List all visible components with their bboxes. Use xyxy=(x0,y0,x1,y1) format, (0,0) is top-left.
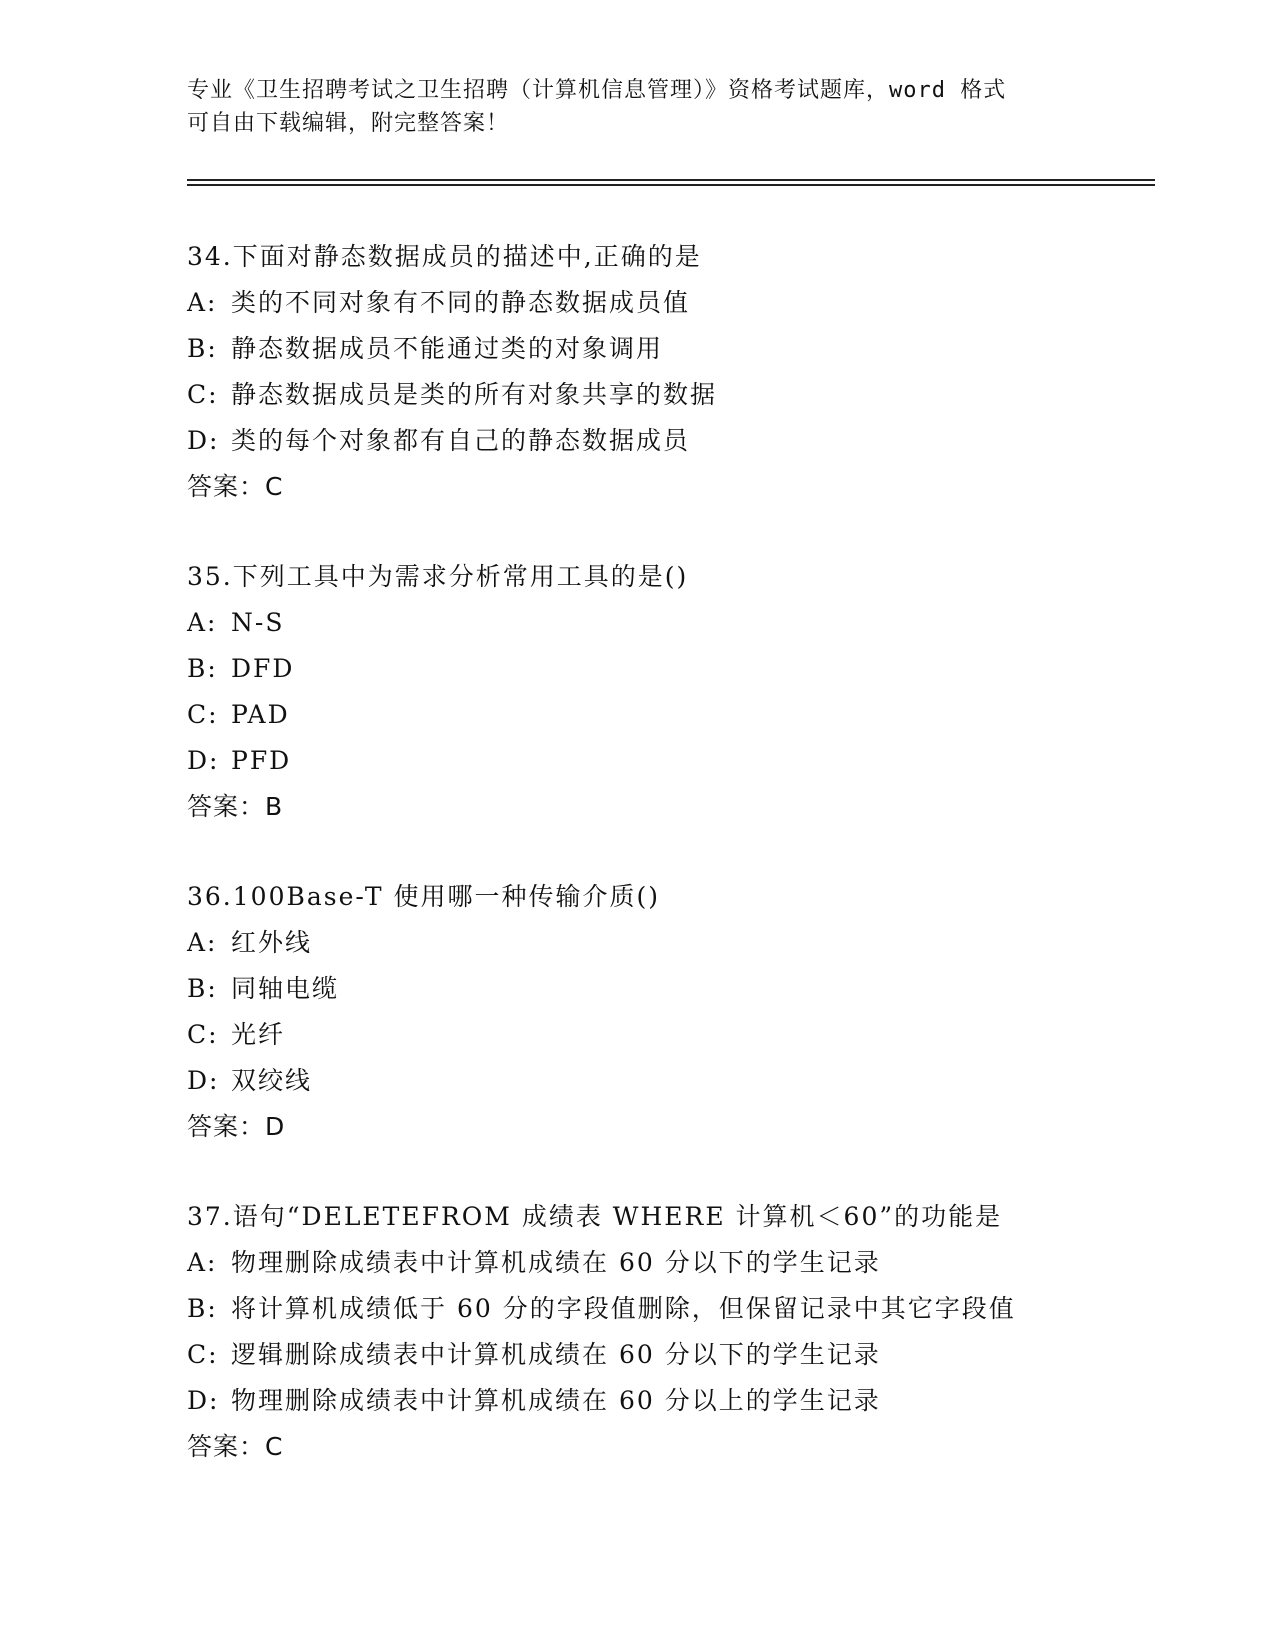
option-c xyxy=(187,372,1167,418)
header-divider-bottom xyxy=(187,184,1155,186)
option-b xyxy=(187,1286,1167,1332)
option-key: A: xyxy=(187,608,218,637)
option-c xyxy=(187,692,1167,738)
option-text: 静态数据成员是类的所有对象共享的数据 xyxy=(231,380,718,409)
option-key: B: xyxy=(187,1294,218,1323)
question-35 xyxy=(187,554,1167,830)
option-d xyxy=(187,1058,1167,1104)
option-d xyxy=(187,418,1167,464)
option-b xyxy=(187,966,1167,1012)
question-36 xyxy=(187,874,1167,1150)
question-stem: 36.100Base-T 使用哪一种传输介质() xyxy=(187,882,661,911)
option-text: 类的不同对象有不同的静态数据成员值 xyxy=(231,288,691,317)
question-list xyxy=(187,234,1167,1514)
answer-line: 答案：D xyxy=(187,1112,286,1141)
option-text: 将计算机成绩低于 60 分的字段值删除，但保留记录中其它字段值 xyxy=(231,1294,1016,1323)
option-c xyxy=(187,1332,1167,1378)
option-a xyxy=(187,920,1167,966)
question-34 xyxy=(187,234,1167,510)
document-header xyxy=(187,74,1087,140)
option-d xyxy=(187,1378,1167,1424)
option-key: A: xyxy=(187,928,218,957)
option-text: 物理删除成绩表中计算机成绩在 60 分以上的学生记录 xyxy=(231,1386,881,1415)
option-key: C: xyxy=(187,380,219,409)
option-text: PAD xyxy=(231,700,290,729)
option-text: 逻辑删除成绩表中计算机成绩在 60 分以下的学生记录 xyxy=(231,1340,881,1369)
option-key: A: xyxy=(187,288,218,317)
option-c xyxy=(187,1012,1167,1058)
option-text: 静态数据成员不能通过类的对象调用 xyxy=(231,334,664,363)
option-text: 同轴电缆 xyxy=(231,974,340,1003)
option-key: D: xyxy=(187,1386,220,1415)
option-text: PFD xyxy=(231,746,292,775)
answer-line: 答案：C xyxy=(187,1432,284,1461)
option-key: C: xyxy=(187,1020,219,1049)
header-line-2: 可自由下载编辑，附完整答案！ xyxy=(187,111,510,136)
option-b xyxy=(187,326,1167,372)
option-text: 光纤 xyxy=(231,1020,286,1049)
option-key: D: xyxy=(187,426,220,455)
option-a xyxy=(187,1240,1167,1286)
option-text: N-S xyxy=(231,608,285,637)
option-text: 红外线 xyxy=(231,928,313,957)
question-stem: 37.语句“DELETEFROM 成绩表 WHERE 计算机＜60”的功能是 xyxy=(187,1202,1003,1231)
option-b xyxy=(187,646,1167,692)
question-stem: 35.下列工具中为需求分析常用工具的是() xyxy=(187,562,689,591)
option-key: B: xyxy=(187,654,218,683)
option-key: D: xyxy=(187,746,220,775)
option-key: D: xyxy=(187,1066,220,1095)
option-key: A: xyxy=(187,1248,218,1277)
question-stem: 34.下面对静态数据成员的描述中,正确的是 xyxy=(187,242,702,271)
answer-line: 答案：C xyxy=(187,472,284,501)
option-a xyxy=(187,280,1167,326)
option-key: B: xyxy=(187,974,218,1003)
option-text: 物理删除成绩表中计算机成绩在 60 分以下的学生记录 xyxy=(231,1248,881,1277)
option-text: 双绞线 xyxy=(231,1066,313,1095)
option-key: C: xyxy=(187,700,219,729)
option-d xyxy=(187,738,1167,784)
header-divider-top xyxy=(187,179,1155,181)
header-line-1: 专业《卫生招聘考试之卫生招聘（计算机信息管理）》资格考试题库，word 格式 xyxy=(187,78,1007,103)
question-37 xyxy=(187,1194,1167,1470)
option-key: B: xyxy=(187,334,218,363)
option-text: DFD xyxy=(231,654,295,683)
option-a xyxy=(187,600,1167,646)
answer-line: 答案：B xyxy=(187,792,284,821)
option-key: C: xyxy=(187,1340,219,1369)
option-text: 类的每个对象都有自己的静态数据成员 xyxy=(231,426,691,455)
